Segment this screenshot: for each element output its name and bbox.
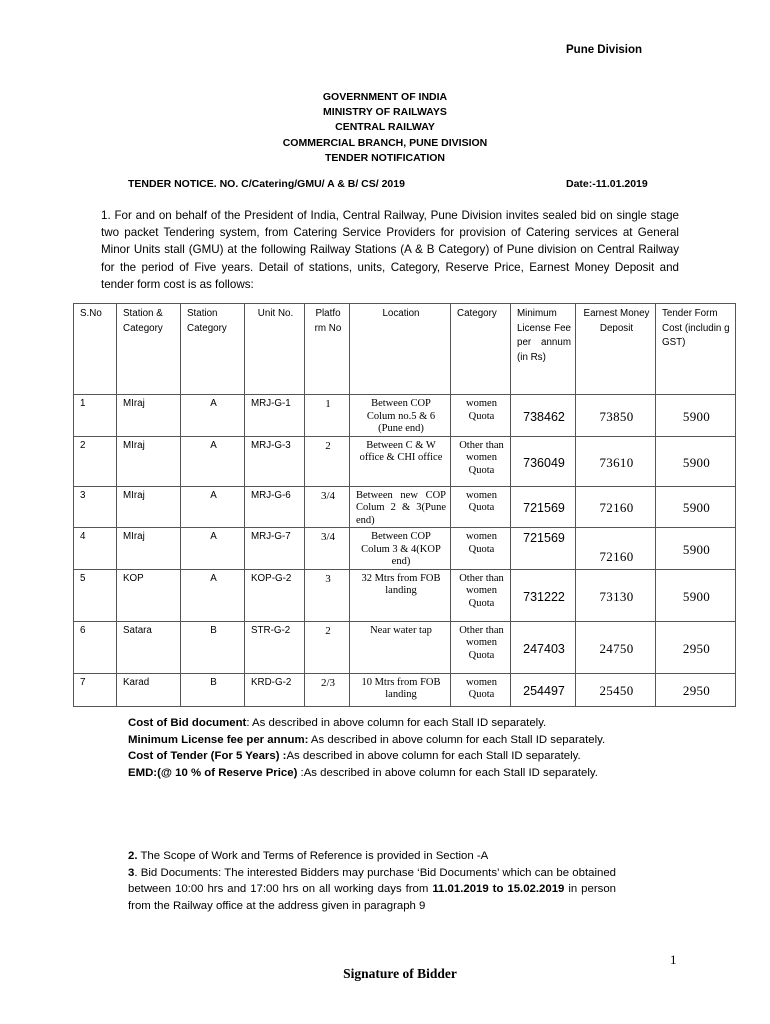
- cell-emd: [576, 486, 656, 528]
- document-header: [0, 90, 770, 166]
- emd-value: 72160: [599, 548, 634, 564]
- cell-unit: MRJ-G-6: [245, 486, 305, 528]
- table-row: [74, 395, 736, 437]
- cell-sno: 2: [74, 436, 117, 486]
- cell-station: MIraj: [117, 528, 181, 570]
- cell-tender-cost: [656, 486, 736, 528]
- platform-value: 3: [325, 572, 331, 585]
- note-text: As described in above column for each Stall ID separately.: [308, 733, 606, 746]
- cell-unit: KRD-G-2: [245, 673, 305, 706]
- note-cost-of-bid: [128, 715, 616, 732]
- paragraph-1: 1. For and on behalf of the President of India, Central Railway, Pune Division invites sealed bid on single stage two packet Tendering system, from Catering Service Providers for provision of Catering services at General Minor Units stall (GMU) at the following Railway Stations (A & B Category) of Pune division on Central Railway for the period of Five years. Detail of stations, units, Category, Reserve Price, Earnest Money Deposit and tender form cost is as follows:: [101, 209, 679, 291]
- cell-sno: 3: [74, 486, 117, 528]
- platform-value: 2: [325, 624, 331, 637]
- notes-block: [128, 715, 616, 781]
- table-row: [74, 569, 736, 621]
- cell-sno: 4: [74, 528, 117, 570]
- cell-station-cat: A: [181, 395, 245, 437]
- cell-tender-cost: [656, 569, 736, 621]
- license-fee-value: 254497: [523, 684, 565, 698]
- license-fee-value: 247403: [523, 641, 565, 656]
- note-label: Cost of Bid document: [128, 717, 247, 729]
- cell-license-fee: [511, 436, 576, 486]
- paragraph-text-cont: in person from the Railway office at the address given in paragraph 9: [128, 883, 616, 912]
- cell-unit: STR-G-2: [245, 621, 305, 673]
- platform-value: 3/4: [320, 489, 336, 502]
- license-fee-value: 721569: [523, 501, 565, 516]
- cell-station: Karad: [117, 673, 181, 706]
- col-header-license-fee: Minimum License Fee per annum (in Rs): [511, 304, 576, 395]
- cell-category: [451, 673, 511, 706]
- page-number: 1: [670, 952, 677, 967]
- header-line-notification: TENDER NOTIFICATION: [325, 151, 445, 164]
- location-text: Between new COP Colum 2 & 3(Pune end): [356, 489, 446, 526]
- cell-station-cat: A: [181, 436, 245, 486]
- tender-cost-value: 5900: [682, 500, 711, 516]
- paragraph-text: The Scope of Work and Terms of Reference is provided in Section -A: [137, 850, 489, 862]
- cell-location: [350, 528, 451, 570]
- header-line-branch: COMMERCIAL BRANCH, PUNE DIVISION: [282, 136, 488, 149]
- location-text: 32 Mtrs from FOB landing: [361, 572, 441, 596]
- cell-emd: [576, 569, 656, 621]
- category-text: women Quota: [466, 398, 497, 422]
- cell-platform: [305, 486, 350, 528]
- header-line-railway: CENTRAL RAILWAY: [335, 121, 435, 134]
- location-text: Between C & W office & CHI office: [359, 439, 443, 463]
- col-header-station-category: Station & Category: [117, 304, 181, 395]
- col-header-emd: Earnest Money Deposit: [576, 304, 656, 395]
- cell-location: [350, 395, 451, 437]
- cell-platform: [305, 436, 350, 486]
- cell-license-fee: [511, 528, 576, 570]
- emd-value: 25450: [599, 683, 634, 698]
- cell-platform: [305, 569, 350, 621]
- tender-cost-value: 5900: [682, 541, 711, 557]
- category-text: Other than women Quota: [459, 624, 504, 661]
- cell-platform: [305, 673, 350, 706]
- note-label: Minimum License fee per annum:: [128, 733, 309, 746]
- platform-value: 1: [325, 398, 331, 410]
- tender-cost-value: 5900: [682, 408, 711, 424]
- cell-tender-cost: [656, 436, 736, 486]
- category-text: women Quota: [466, 676, 497, 700]
- col-header-unit: Unit No.: [245, 304, 305, 395]
- paragraph-number: 2.: [128, 850, 138, 862]
- category-text: Other than women Quota: [459, 572, 504, 609]
- license-fee-value: 736049: [523, 455, 565, 470]
- table-row: [74, 673, 736, 706]
- cell-station: MIraj: [117, 436, 181, 486]
- note-emd: [128, 765, 616, 782]
- cell-unit: MRJ-G-7: [245, 528, 305, 570]
- cell-category: [451, 528, 511, 570]
- cell-license-fee: [511, 621, 576, 673]
- col-header-tender-cost: Tender Form Cost (includin g GST): [656, 304, 736, 395]
- note-label: Cost of Tender (For 5 Years) :: [128, 750, 287, 763]
- note-min-license-fee: [128, 732, 616, 749]
- license-fee-value: 731222: [523, 589, 565, 604]
- cell-sno: 7: [74, 673, 117, 706]
- table-row: [74, 621, 736, 673]
- platform-value: 2: [325, 439, 331, 452]
- cell-platform: [305, 528, 350, 570]
- cell-unit: MRJ-G-1: [245, 395, 305, 437]
- note-text: : As described in above column for each Stall ID separately.: [246, 717, 547, 729]
- note-text: :As described in above column for each Stall ID separately.: [297, 766, 598, 779]
- cell-unit: MRJ-G-3: [245, 436, 305, 486]
- cell-category: [451, 395, 511, 437]
- table-body: [74, 395, 736, 707]
- note-cost-of-tender: [128, 748, 616, 765]
- cell-emd: [576, 528, 656, 570]
- emd-value: 73610: [599, 454, 634, 470]
- cell-unit: KOP-G-2: [245, 569, 305, 621]
- cell-category: [451, 569, 511, 621]
- category-text: Other than women Quota: [459, 439, 504, 476]
- emd-value: 24750: [599, 640, 634, 656]
- cell-location: [350, 621, 451, 673]
- cell-tender-cost: [656, 528, 736, 570]
- cell-station: KOP: [117, 569, 181, 621]
- signature-of-bidder: Signature of Bidder: [343, 966, 457, 981]
- end-date: to 15.02.2019: [492, 883, 565, 896]
- cell-category: [451, 436, 511, 486]
- tender-cost-value: 2950: [682, 683, 711, 698]
- cell-location: [350, 569, 451, 621]
- cell-emd: [576, 673, 656, 706]
- category-text: women Quota: [466, 531, 497, 555]
- location-text: Near water tap: [370, 624, 432, 636]
- cell-license-fee: [511, 395, 576, 437]
- platform-value: 2/3: [320, 676, 336, 689]
- cell-category: [451, 621, 511, 673]
- table-header-row: [74, 304, 736, 395]
- cell-emd: [576, 395, 656, 437]
- table-row: [74, 528, 736, 570]
- table-row: [74, 486, 736, 528]
- col-header-platform: Platfo rm No: [305, 304, 350, 395]
- cell-station: MIraj: [117, 486, 181, 528]
- platform-value: 3/4: [320, 531, 336, 543]
- cell-tender-cost: [656, 621, 736, 673]
- cell-platform: [305, 621, 350, 673]
- location-text: Between COP Colum no.5 & 6 (Pune end): [366, 398, 436, 434]
- cell-location: [350, 673, 451, 706]
- cell-station-cat: B: [181, 621, 245, 673]
- cell-location: [350, 436, 451, 486]
- emd-value: 72160: [599, 500, 634, 516]
- col-header-location: Location: [350, 304, 451, 395]
- location-text: 10 Mtrs from FOB landing: [361, 676, 441, 700]
- emd-value: 73850: [599, 408, 634, 424]
- note-text: As described in above column for each Stall ID separately.: [286, 750, 581, 763]
- cell-sno: 1: [74, 395, 117, 437]
- cell-station: MIraj: [117, 395, 181, 437]
- paragraphs-2-3: [128, 848, 616, 914]
- paragraph-3: [128, 865, 616, 915]
- location-text: Between COP Colum 3 & 4(KOP end): [361, 531, 441, 567]
- tender-cost-value: 5900: [682, 588, 711, 604]
- cell-tender-cost: [656, 395, 736, 437]
- header-line-ministry: MINISTRY OF RAILWAYS: [323, 106, 447, 119]
- cell-station-cat: A: [181, 486, 245, 528]
- cell-license-fee: [511, 486, 576, 528]
- col-header-station-cat: Station Category: [181, 304, 245, 395]
- stall-details-table: [73, 303, 736, 707]
- col-header-category: Category: [451, 304, 511, 395]
- paragraph-number: 3: [128, 866, 135, 879]
- start-date: 11.01.2019: [432, 883, 489, 896]
- paragraph-2: [128, 848, 616, 865]
- cell-emd: [576, 436, 656, 486]
- tender-cost-value: 5900: [682, 454, 711, 470]
- tender-notice-number: TENDER NOTICE. NO. C/Catering/GMU/ A & B/ CS/ 2019: [128, 178, 405, 190]
- cell-license-fee: [511, 569, 576, 621]
- note-label: EMD:(@ 10 % of Reserve Price): [128, 766, 298, 779]
- paragraph-text: . Bid Documents: The interested Bidders may purchase ‘Bid Documents’ which can be obtained between 10:00 hrs and 17:00 hrs on all working days from: [128, 866, 616, 896]
- cell-location: [350, 486, 451, 528]
- cell-station-cat: A: [181, 569, 245, 621]
- cell-category: [451, 486, 511, 528]
- cell-platform: [305, 395, 350, 437]
- tender-notice-date: Date:-11.01.2019: [566, 178, 648, 190]
- cell-tender-cost: [656, 673, 736, 706]
- tender-cost-value: 2950: [682, 640, 711, 656]
- license-fee-value: 738462: [523, 409, 565, 424]
- cell-sno: 5: [74, 569, 117, 621]
- license-fee-value: 721569: [523, 531, 565, 545]
- cell-station: Satara: [117, 621, 181, 673]
- division-label: Pune Division: [566, 44, 643, 56]
- col-header-sno: S.No: [74, 304, 117, 395]
- header-line-government: GOVERNMENT OF INDIA: [322, 91, 448, 103]
- cell-station-cat: B: [181, 673, 245, 706]
- cell-sno: 6: [74, 621, 117, 673]
- emd-value: 73130: [599, 588, 634, 604]
- table-row: [74, 436, 736, 486]
- category-text: women Quota: [466, 489, 497, 513]
- cell-station-cat: A: [181, 528, 245, 570]
- cell-emd: [576, 621, 656, 673]
- cell-license-fee: [511, 673, 576, 706]
